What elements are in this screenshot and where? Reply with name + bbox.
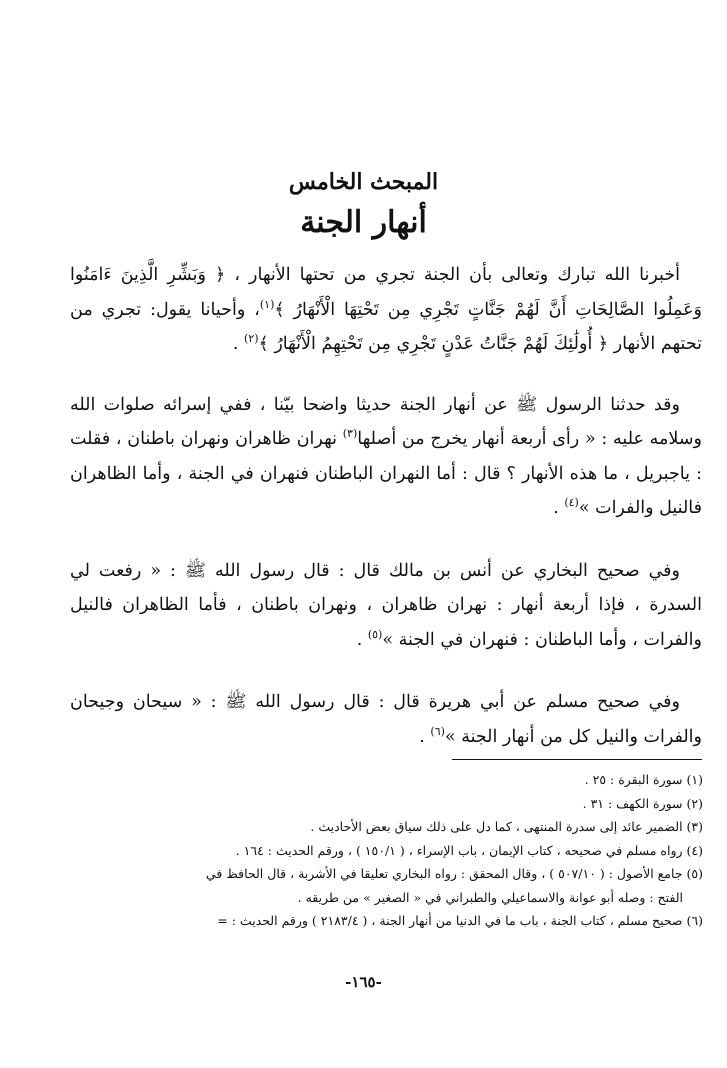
footnote: (٥) جامع الأصول : ( ٥٠٧/١٠ ) ، وقال المحقق : رواه البخاري تعليقا في الأشربة ، قال الحافظ في bbox=[205, 866, 703, 881]
footnote-continuation: الفتح : وصله أبو عوانة والاسماعيلي والطبراني في « الصغير » من طريقه . bbox=[297, 889, 683, 905]
page-number: -١٦٥- bbox=[345, 973, 382, 991]
footnote-ref: (٤) bbox=[564, 496, 579, 510]
paragraph-text: وفي صحيح البخاري عن أنس بن مالك قال : قال رسول الله ﷺ : « رفعت لي السدرة ، فإذا أربعة أنهار : نهران ظاهران ، ونهران باطنان ، فأما الظاهران فالنيل والفرات ، وأما الباطنان : فنهران في الجنة » bbox=[70, 560, 702, 650]
footnote: (٢) سورة الكهف : ٣١ . bbox=[582, 795, 703, 811]
footnote-ref: (١) bbox=[259, 297, 275, 311]
paragraph-text: نهران ظاهران ونهران باطنان ، فقلت : ياجبريل ، ما هذه الأنهار ؟ قال : أما النهران الباطنان فنهران في الجنة ، وأما الظاهران فالنيل والفرات » bbox=[70, 429, 702, 518]
paragraph-text: . bbox=[419, 726, 431, 747]
footnote-ref: (٣) bbox=[342, 427, 358, 441]
paragraph-text: . bbox=[356, 629, 368, 650]
paragraph-text: . bbox=[553, 498, 565, 518]
footnote: (٦) صحيح مسلم ، كتاب الجنة ، باب ما في الدنيا من أنهار الجنة ، ( ٢١٨٣/٤ ) ورقم الحديث : = bbox=[217, 913, 703, 928]
footnote: (١) سورة البقرة : ٢٥ . bbox=[584, 772, 703, 787]
paragraph-text: . bbox=[232, 334, 244, 354]
chapter-subtitle: أنهار الجنة bbox=[300, 205, 427, 240]
paragraph-text: وفي صحيح مسلم عن أبي هريرة قال : قال رسول الله ﷺ : « سيحان وجيحان والفرات والنيل كل من أنهار الجنة » bbox=[70, 692, 702, 747]
footnote-ref: (٦) bbox=[430, 724, 445, 738]
footnote-ref: (٢) bbox=[244, 332, 259, 346]
footnote-divider bbox=[452, 759, 702, 760]
footnotes bbox=[128, 768, 703, 933]
quran-verse: ﴿ أُولَٰئِكَ لَهُمْ جَنَّاتُ عَدْنٍ تَجْرِي مِن تَحْتِهِمُ الْأَنْهَارُ ﴾ bbox=[258, 334, 609, 354]
paragraph-1 bbox=[70, 258, 702, 362]
footnote-ref: (٥) bbox=[367, 627, 383, 641]
paragraph-4 bbox=[70, 685, 702, 754]
headings bbox=[0, 165, 727, 245]
footnote: (٤) رواه مسلم في صحيحه ، كتاب الإيمان ، باب الإسراء ، ( ١٥٠/١ ) ، ورقم الحديث : ١٦٤ . bbox=[235, 842, 703, 858]
main-text bbox=[70, 258, 702, 782]
paragraph-text: أخبرنا الله تبارك وتعالى بأن الجنة تجري من تحتها الأنهار ، bbox=[225, 265, 680, 285]
paragraph-text: وقد حدثنا الرسول ﷺ عن أنهار الجنة حديثا واضحا بيّنا ، ففي إسرائه صلوات الله وسلامه عليه : « رأى أربعة أنهار يخرج من أصلها bbox=[70, 394, 702, 449]
paragraph-text: ، وأحيانا يقول: تجري من تحتهم الأنهار bbox=[70, 299, 702, 354]
paragraph-3 bbox=[70, 554, 702, 658]
paragraph-2 bbox=[70, 388, 702, 526]
section-title: المبحث الخامس bbox=[288, 169, 439, 195]
footnote: (٣) الضمير عائد إلى سدرة المنتهى ، كما دل على ذلك سياق بعض الأحاديث . bbox=[310, 819, 703, 834]
quran-verse: ﴿ وَبَشِّرِ الَّذِينَ ءَامَنُوا وَعَمِلُوا الصَّالِحَاتِ أَنَّ لَهُمْ جَنَّاتٍ تَجْرِي مِن تَحْتِهَا الْأَنْهَارُ ﴾ bbox=[70, 265, 703, 320]
